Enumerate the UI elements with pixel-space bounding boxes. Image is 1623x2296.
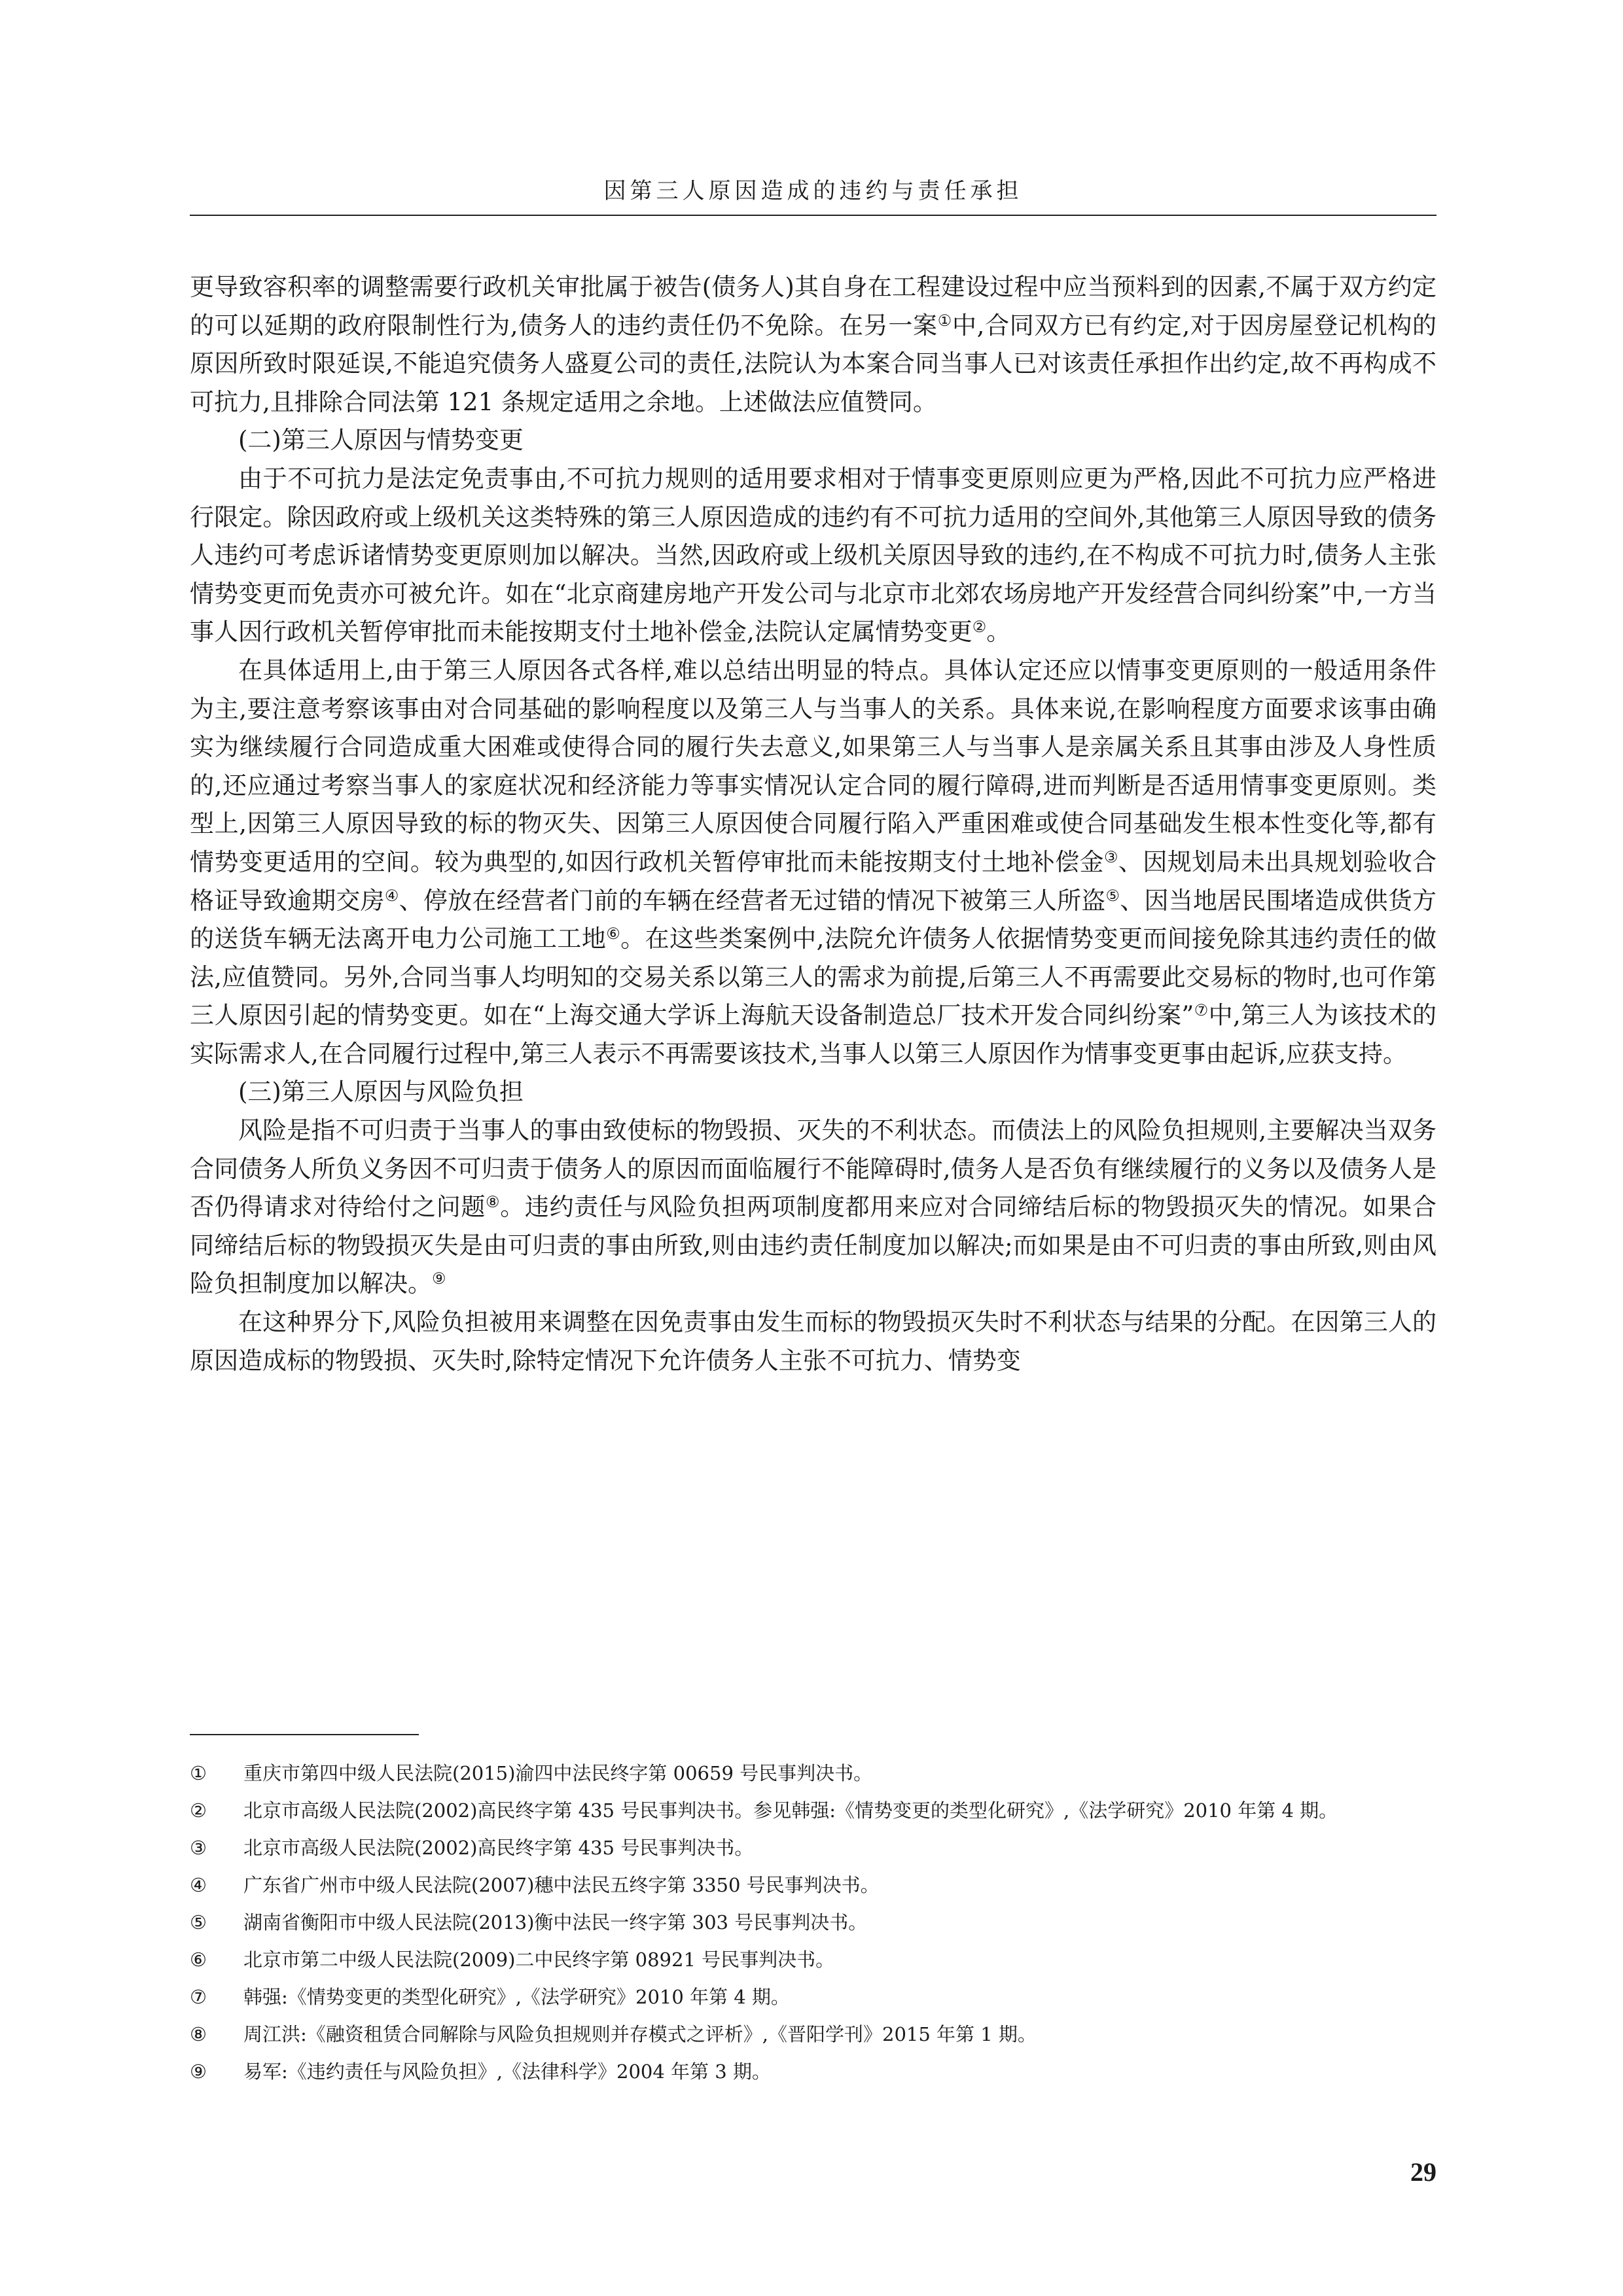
footnote-item [190,1979,1436,2016]
footnote-text: 广东省广州市中级人民法院(2007)穗中法民五终字第 3350 号民事判决书。 [243,1874,880,1896]
footnote-text: 北京市高级人民法院(2002)高民终字第 435 号民事判决书。参见韩强:《情势变更的类型化研究》,《法学研究》2010 年第 4 期。 [243,1799,1338,1822]
footnote-separator [190,1734,419,1735]
footnote-item [190,2016,1436,2053]
section-heading-2: (二)第三人原因与情势变更 [238,426,524,455]
footnote-mark: ⑦ [190,1986,207,2008]
footnote-mark: ⑥ [190,1949,207,1971]
footnote-text: 湖南省衡阳市中级人民法院(2013)衡中法民一终字第 303 号民事判决书。 [243,1911,868,1934]
footnote-text: 北京市第二中级人民法院(2009)二中民终字第 08921 号民事判决书。 [243,1949,835,1971]
footnote-item [190,1755,1436,1792]
footnote-ref-9[interactable]: ⑨ [432,1269,446,1288]
footnote-ref-4[interactable]: ④ [384,886,399,905]
footnote-item [190,1941,1436,1979]
header-rule [190,215,1436,216]
footnote-ref-5[interactable]: ⑤ [1105,886,1120,905]
paragraph-4: 风险是指不可归责于当事人的事由致使标的物毁损、灭失的不利状态。而债法上的风险负担规则,主要解决当双务合同债务人所负义务因不可归责于债务人的原因而面临履行不能障碍时,债务人是否负有继续履行的义务以及债务人是否仍得请求对待给付之问题⑧。违约责任与风险负担两项制度都用来应对合同缔结后标的物毁损灭失的情况。如果合同缔结后标的物毁损灭失是由可归责的事由所致,则由违约责任制度加以解决;而如果是由不可归责的事由所致,则由风险负担制度加以解决。⑨ [190,1116,1437,1298]
footnote-text: 韩强:《情势变更的类型化研究》,《法学研究》2010 年第 4 期。 [243,1986,790,2008]
section-heading-3: (三)第三人原因与风险负担 [238,1078,524,1106]
footnote-mark: ① [190,1762,207,1784]
footnote-ref-2[interactable]: ② [972,618,987,637]
footnote-mark: ⑤ [190,1911,207,1934]
footnote-ref-8[interactable]: ⑧ [486,1193,501,1212]
footnote-item [190,1904,1436,1941]
footnote-item [190,1829,1436,1867]
footnotes [190,1755,1436,2091]
paragraph-1: 更导致容积率的调整需要行政机关审批属于被告(债务人)其自身在工程建设过程中应当预料到的因素,不属于双方约定的可以延期的政府限制性行为,债务人的违约责任仍不免除。在另一案①中,合同双方已有约定,对于因房屋登记机构的原因所致时限延误,不能追究债务人盛夏公司的责任,法院认为本案合同当事人已对该责任承担作出约定,故不再构成不可抗力,且排除合同法第 121 条规定适用之余地。上述做法应值赞同。 [190,273,1437,416]
footnote-item [190,1867,1436,1904]
footnote-ref-7[interactable]: ⑦ [1194,1001,1209,1020]
footnote-ref-1[interactable]: ① [937,311,952,330]
footnote-text: 周江洪:《融资租赁合同解除与风险负担规则并存模式之评析》,《晋阳学刊》2015 年第 1 期。 [243,2023,1037,2045]
footnote-ref-6[interactable]: ⑥ [606,925,621,944]
paragraph-3: 在具体适用上,由于第三人原因各式各样,难以总结出明显的特点。具体认定还应以情事变更原则的一般适用条件为主,要注意考察该事由对合同基础的影响程度以及第三人与当事人的关系。具体来说,在影响程度方面要求该事由确实为继续履行合同造成重大困难或使得合同的履行失去意义,如果第三人与当事人是亲属关系且其事由涉及人身性质的,还应通过考察当事人的家庭状况和经济能力等事实情况认定合同的履行障碍,进而判断是否适用情事变更原则。类型上,因第三人原因导致的标的物灭失、因第三人原因使合同履行陷入严重困难或使合同基础发生根本性变化等,都有情势变更适用的空间。较为典型的,如因行政机关暂停审批而未能按期支付土地补偿金③、因规划局未出具规划验收合格证导致逾期交房④、停放在经营者门前的车辆在经营者无过错的情况下被第三人所盗⑤、因当地居民围堵造成供货方的送货车辆无法离开电力公司施工工地⑥。在这些类案例中,法院允许债务人依据情势变更而间接免除其违约责任的做法,应值赞同。另外,合同当事人均明知的交易关系以第三人的需求为前提,后第三人不再需要此交易标的物时,也可作第三人原因引起的情势变更。如在“上海交通大学诉上海航天设备制造总厂技术开发合同纠纷案”⑦中,第三人为该技术的实际需求人,在合同履行过程中,第三人表示不再需要该技术,当事人以第三人原因作为情事变更事由起诉,应获支持。 [190,656,1437,1068]
page-number: 29 [1410,2157,1436,2187]
paragraph-5: 在这种界分下,风险负担被用来调整在因免责事由发生而标的物毁损灭失时不利状态与结果的分配。在因第三人的原因造成标的物毁损、灭失时,除特定情况下允许债务人主张不可抗力、情势变 [190,1308,1436,1375]
footnote-text: 重庆市第四中级人民法院(2015)渝四中法民终字第 00659 号民事判决书。 [243,1762,873,1784]
footnote-ref-3[interactable]: ③ [1103,847,1118,866]
paragraph-2: 由于不可抗力是法定免责事由,不可抗力规则的适用要求相对于情事变更原则应更为严格,因此不可抗力应严格进行限定。除因政府或上级机关这类特殊的第三人原因造成的违约有不可抗力适用的空间外,其他第三人原因导致的债务人违约可考虑诉诸情势变更原则加以解决。当然,因政府或上级机关原因导致的违约,在不构成不可抗力时,债务人主张情势变更而免责亦可被允许。如在“北京商建房地产开发公司与北京市北郊农场房地产开发经营合同纠纷案”中,一方当事人因行政机关暂停审批而未能按期支付土地补偿金,法院认定属情势变更②。 [190,464,1436,646]
footnote-text: 北京市高级人民法院(2002)高民终字第 435 号民事判决书。 [243,1837,754,1859]
footnote-mark: ② [190,1799,207,1822]
footnote-mark: ④ [190,1874,207,1896]
footnote-mark: ③ [190,1837,207,1859]
footnote-item [190,1792,1436,1829]
footnote-text: 易军:《违约责任与风险负担》,《法律科学》2004 年第 3 期。 [243,2060,771,2083]
running-head: 因第三人原因造成的违约与责任承担 [603,178,1023,204]
footnote-mark: ⑧ [190,2023,207,2045]
footnote-item [190,2053,1436,2091]
footnote-mark: ⑨ [190,2060,207,2083]
main-body [190,268,1436,1380]
